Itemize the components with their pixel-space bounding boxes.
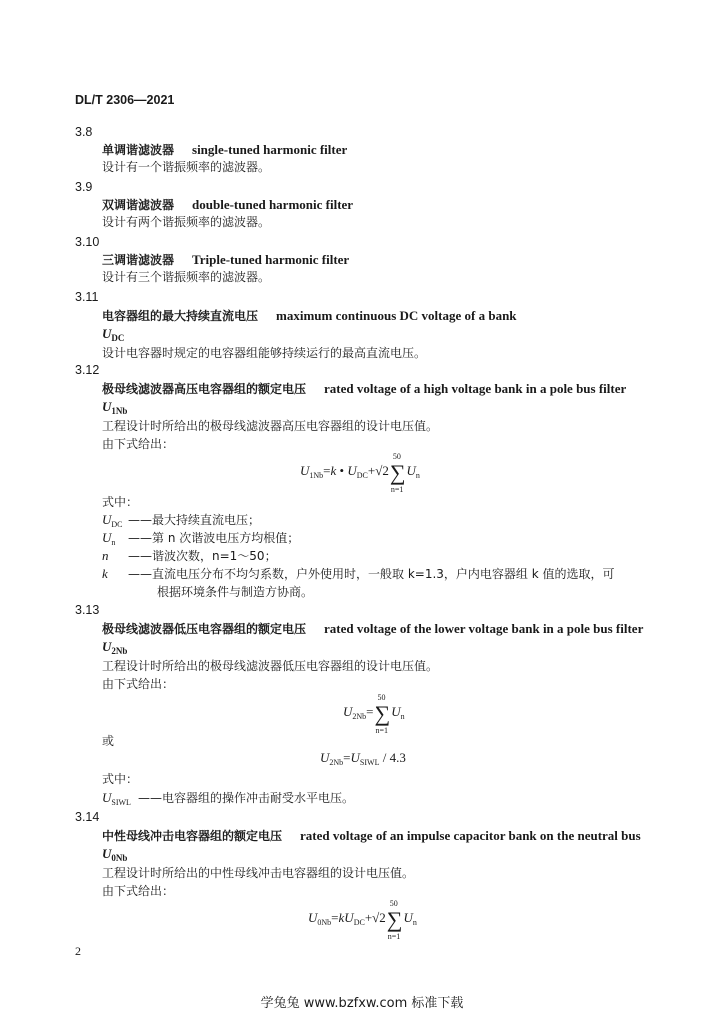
given-by-text: 由下式给出： bbox=[102, 884, 175, 898]
or-text: 或 bbox=[102, 734, 115, 748]
term-symbol: $U_{1Nb}$ bbox=[102, 399, 128, 416]
term-en: maximum continuous DC voltage of a bank bbox=[276, 308, 517, 323]
formula-u1nb: $U_{1Nb}=k$ • $U_{DC}+√2\sum$ 50 n=1 $U_n$ bbox=[300, 452, 420, 494]
formula-u2nb-alt: $U_{2Nb}=U_{SIWL} / 4.3$ bbox=[320, 750, 406, 767]
term-title bbox=[102, 620, 643, 637]
summation-sign: ∑ 50 n=1 bbox=[386, 899, 403, 941]
summation-sign: ∑ 50 n=1 bbox=[374, 693, 391, 735]
definition: 设计有三个谐振频率的滤波器。 bbox=[102, 270, 271, 284]
clause-number: 3.11 bbox=[75, 290, 99, 304]
term-cn: 极母线滤波器低压电容器组的额定电压 bbox=[102, 622, 307, 636]
term-title bbox=[102, 251, 349, 268]
term-cn: 三调谐滤波器 bbox=[102, 253, 175, 267]
where-label: 式中： bbox=[102, 772, 139, 786]
clause-number: 3.13 bbox=[75, 603, 100, 617]
clause-number: 3.14 bbox=[75, 810, 100, 824]
definition: 设计有一个谐振频率的滤波器。 bbox=[102, 160, 271, 174]
term-title bbox=[102, 141, 347, 158]
term-en: Triple-tuned harmonic filter bbox=[192, 252, 350, 267]
term-cn: 单调谐滤波器 bbox=[102, 143, 175, 157]
term-cn: 极母线滤波器高压电容器组的额定电压 bbox=[102, 382, 307, 396]
formula-u0nb: $U_{0Nb}=kU_{DC}+√2\sum$ 50 n=1 $U_n$ bbox=[308, 899, 417, 941]
term-en: rated voltage of an impulse capacitor bank on the neutral bus bbox=[300, 828, 641, 843]
given-by-text: 由下式给出： bbox=[102, 437, 175, 451]
definition: 工程设计时所给出的中性母线冲击电容器组的设计电压值。 bbox=[102, 866, 415, 880]
variable-definition: $U_{DC}$ ——最大持续直流电压； bbox=[102, 512, 261, 529]
definition: 工程设计时所给出的极母线滤波器高压电容器组的设计电压值。 bbox=[102, 419, 439, 433]
given-by-text: 由下式给出： bbox=[102, 677, 175, 691]
term-title bbox=[102, 307, 517, 324]
term-title bbox=[102, 196, 353, 213]
variable-definition: k ——直流电压分布不均匀系数，户外使用时，一般取 k=1.3，户内电容器组 k 值的选取，可 bbox=[102, 566, 615, 581]
clause-number: 3.12 bbox=[75, 363, 100, 377]
variable-definition: $U_{SIWL}$ ——电容器组的操作冲击耐受水平电压。 bbox=[102, 790, 355, 807]
document-code: DL/T 2306—2021 bbox=[75, 93, 175, 107]
variable-definition: n ——谐波次数，n=1～50； bbox=[102, 548, 277, 563]
term-en: rated voltage of the lower voltage bank in a pole bus filter bbox=[324, 621, 644, 636]
definition: 设计电容器时规定的电容器组能够持续运行的最高直流电压。 bbox=[102, 346, 427, 360]
variable-definition: $U_n$ ——第 n 次谐波电压方均根值； bbox=[102, 530, 300, 547]
clause-number: 3.9 bbox=[75, 180, 93, 194]
where-label: 式中： bbox=[102, 495, 139, 509]
term-title bbox=[102, 380, 626, 397]
variable-definition-continued: 根据环境条件与制造方协商。 bbox=[157, 585, 314, 599]
term-symbol: $U_{2Nb}$ bbox=[102, 639, 128, 656]
term-title bbox=[102, 827, 641, 844]
term-cn: 中性母线冲击电容器组的额定电压 bbox=[102, 829, 283, 843]
term-en: double-tuned harmonic filter bbox=[192, 197, 354, 212]
term-symbol: $U_{DC}$ bbox=[102, 326, 125, 343]
term-cn: 电容器组的最大持续直流电压 bbox=[102, 309, 259, 323]
clause-number: 3.8 bbox=[75, 125, 93, 139]
summation-sign: ∑ 50 n=1 bbox=[389, 452, 406, 494]
clause-number: 3.10 bbox=[75, 235, 100, 249]
definition: 工程设计时所给出的极母线滤波器低压电容器组的设计电压值。 bbox=[102, 659, 439, 673]
formula-u2nb: $U_{2Nb}=\sum$ 50 n=1 $U_n$ bbox=[343, 693, 405, 735]
page-number: 2 bbox=[75, 944, 81, 958]
term-en: rated voltage of a high voltage bank in a pole bus filter bbox=[324, 381, 627, 396]
term-en: single-tuned harmonic filter bbox=[192, 142, 348, 157]
definition: 设计有两个谐振频率的滤波器。 bbox=[102, 215, 271, 229]
term-cn: 双调谐滤波器 bbox=[102, 198, 175, 212]
term-symbol: $U_{0Nb}$ bbox=[102, 846, 128, 863]
footer-watermark: 学兔兔 www.bzfxw.com 标准下载 bbox=[260, 996, 464, 1011]
